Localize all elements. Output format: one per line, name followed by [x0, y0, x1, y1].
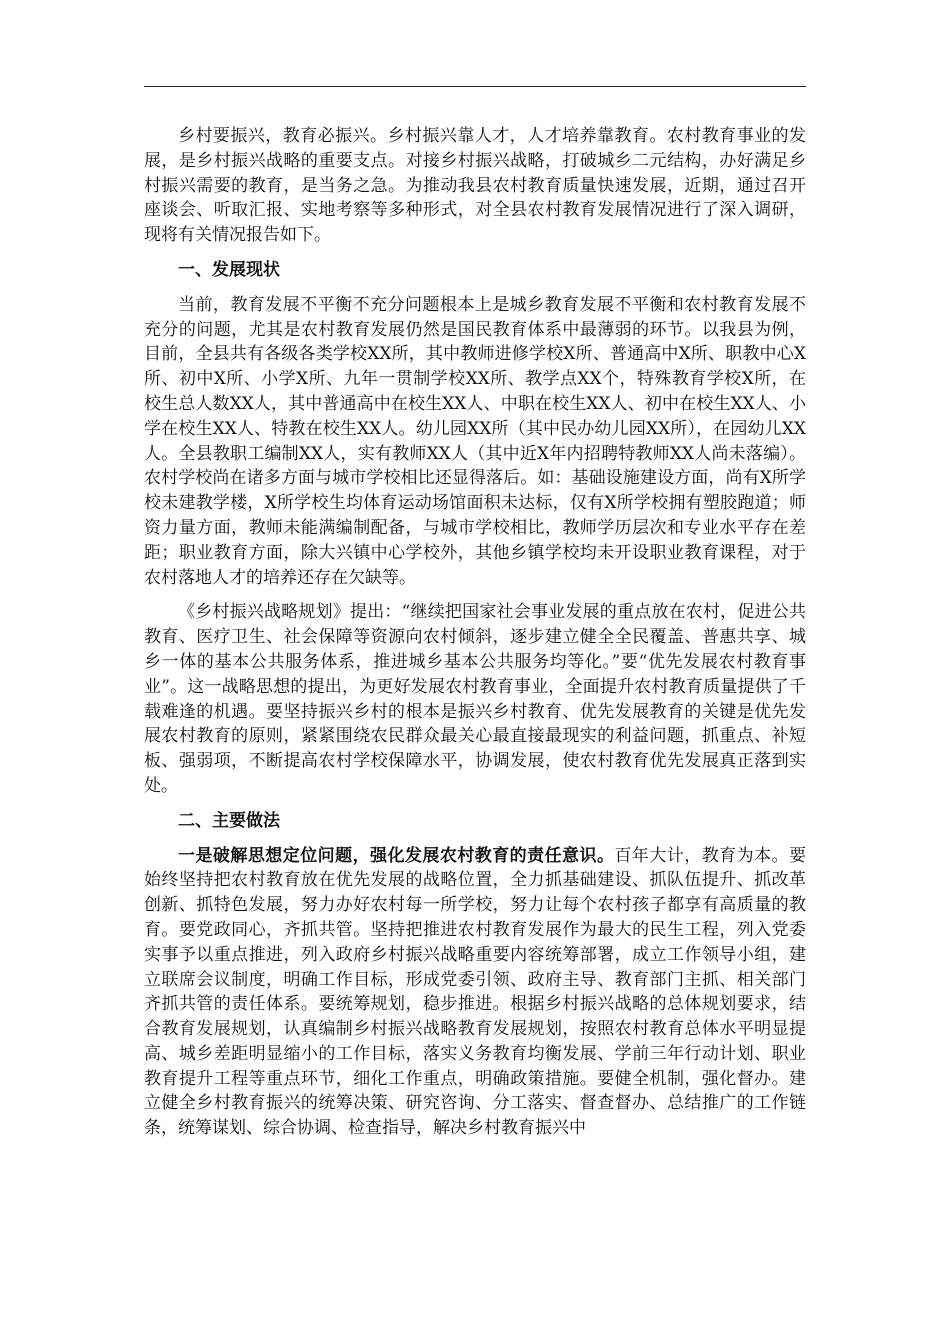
practices-lead-sentence: 一是破解思想定位问题，强化发展农村教育的责任意识。 [178, 845, 615, 866]
practices-body-text: 百年大计，教育为本。要始终坚持把农村教育放在优先发展的战略位置，全力抓基础建设、抓队伍提升、抓改革创新、抓特色发展，努力办好农村每一所学校，努力让每个农村孩子都享有高质量的教育。要党政同心，齐抓共管。坚持把推进农村教育发展作为最大的民生工程，列入党委实事予以重点推进，列入政府乡村振兴战略重要内容统筹部署，成立工作领导小组，建立联席会议制度，明确工作目标，形成党委引领、政府主导、教育部门主抓、相关部门齐抓共管的责任体系。要统筹规划，稳步推进。根据乡村振兴战略的总体规划要求，结合教育发展规划，认真编制乡村振兴战略教育发展规划，按照农村教育总体水平明显提高、城乡差距明显缩小的工作目标，落实义务教育均衡发展、学前三年行动计划、职业教育提升工程等重点环节，细化工作重点，明确政策措施。要健全机制，强化督办。建立健全乡村教育振兴的统筹决策、研究咨询、分工落实、督查督办、总结推广的工作链条，统筹谋划、综合协调、检查指导，解决乡村教育振兴中 [144, 845, 807, 1139]
practices-paragraph-1 [144, 844, 806, 1142]
header-rule [144, 86, 806, 87]
status-paragraph-2: 《乡村振兴战略规划》提出：“继续把国家社会事业发展的重点放在农村，促进公共教育、医疗卫生、社会保障等资源向农村倾斜，逐步建立健全全民覆盖、普惠共享、城乡一体的基本公共服务体系，推进城乡基本公共服务均等化。”要“优先发展农村教育事业”。这一战略思想的提出，为更好发展农村教育事业，全面提升农村教育质量提供了千载难逢的机遇。要坚持振兴乡村的根本是振兴乡村教育、优先发展教育的关键是优先发展农村教育的原则，紧紧围绕农民群众最关心最直接最现实的利益问题，抓重点、补短板、强弱项，不断提高农村学校保障水平，协调发展，使农村教育优先发展真正落到实处。 [144, 602, 806, 796]
status-paragraph-1: 当前，教育发展不平衡不充分问题根本上是城乡教育发展不平衡和农村教育发展不充分的问题，尤其是农村教育发展仍然是国民教育体系中最薄弱的环节。以我县为例，目前，全县共有各级各类学校XX所，其中教师进修学校X所、普通高中X所、职教中心X所、初中X所、小学X所、九年一贯制学校XX所、教学点XX个，特殊教育学校X所，在校生总人数XX人，其中普通高中在校生XX人、中职在校生XX人、初中在校生XX人、小学在校生XX人、特教在校生XX人。幼儿园XX所（其中民办幼儿园XX所），在园幼儿XX人。全县教职工编制XX人，实有教师XX人（其中近X年内招聘特教师XX人尚未落编）。农村学校尚在诸多方面与城市学校相比还显得落后。如：基础设施建设方面，尚有X所学校未建教学楼，X所学校生均体育运动场馆面积未达标，仅有X所学校拥有塑胶跑道；师资力量方面，教师未能满编制配备，与城市学校相比，教师学历层次和专业水平存在差距；职业教育方面，除大兴镇中心学校外，其他乡镇学校均未开设职业教育课程，对于农村落地人才的培养还存在欠缺等。 [144, 294, 806, 588]
intro-paragraph: 乡村要振兴，教育必振兴。乡村振兴靠人才，人才培养靠教育。农村教育事业的发展，是乡村振兴战略的重要支点。对接乡村振兴战略，打破城乡二元结构，办好满足乡村振兴需要的教育，是当务之急。为推动我县农村教育质量快速发展，近期，通过召开座谈会、听取汇报、实地考察等多种形式，对全县农村教育发展情况进行了深入调研，现将有关情况报告如下。 [144, 126, 806, 246]
section-heading-status: 一、发展现状 [178, 259, 280, 280]
document-body [144, 124, 806, 1151]
section-heading-practices: 二、主要做法 [178, 810, 280, 831]
